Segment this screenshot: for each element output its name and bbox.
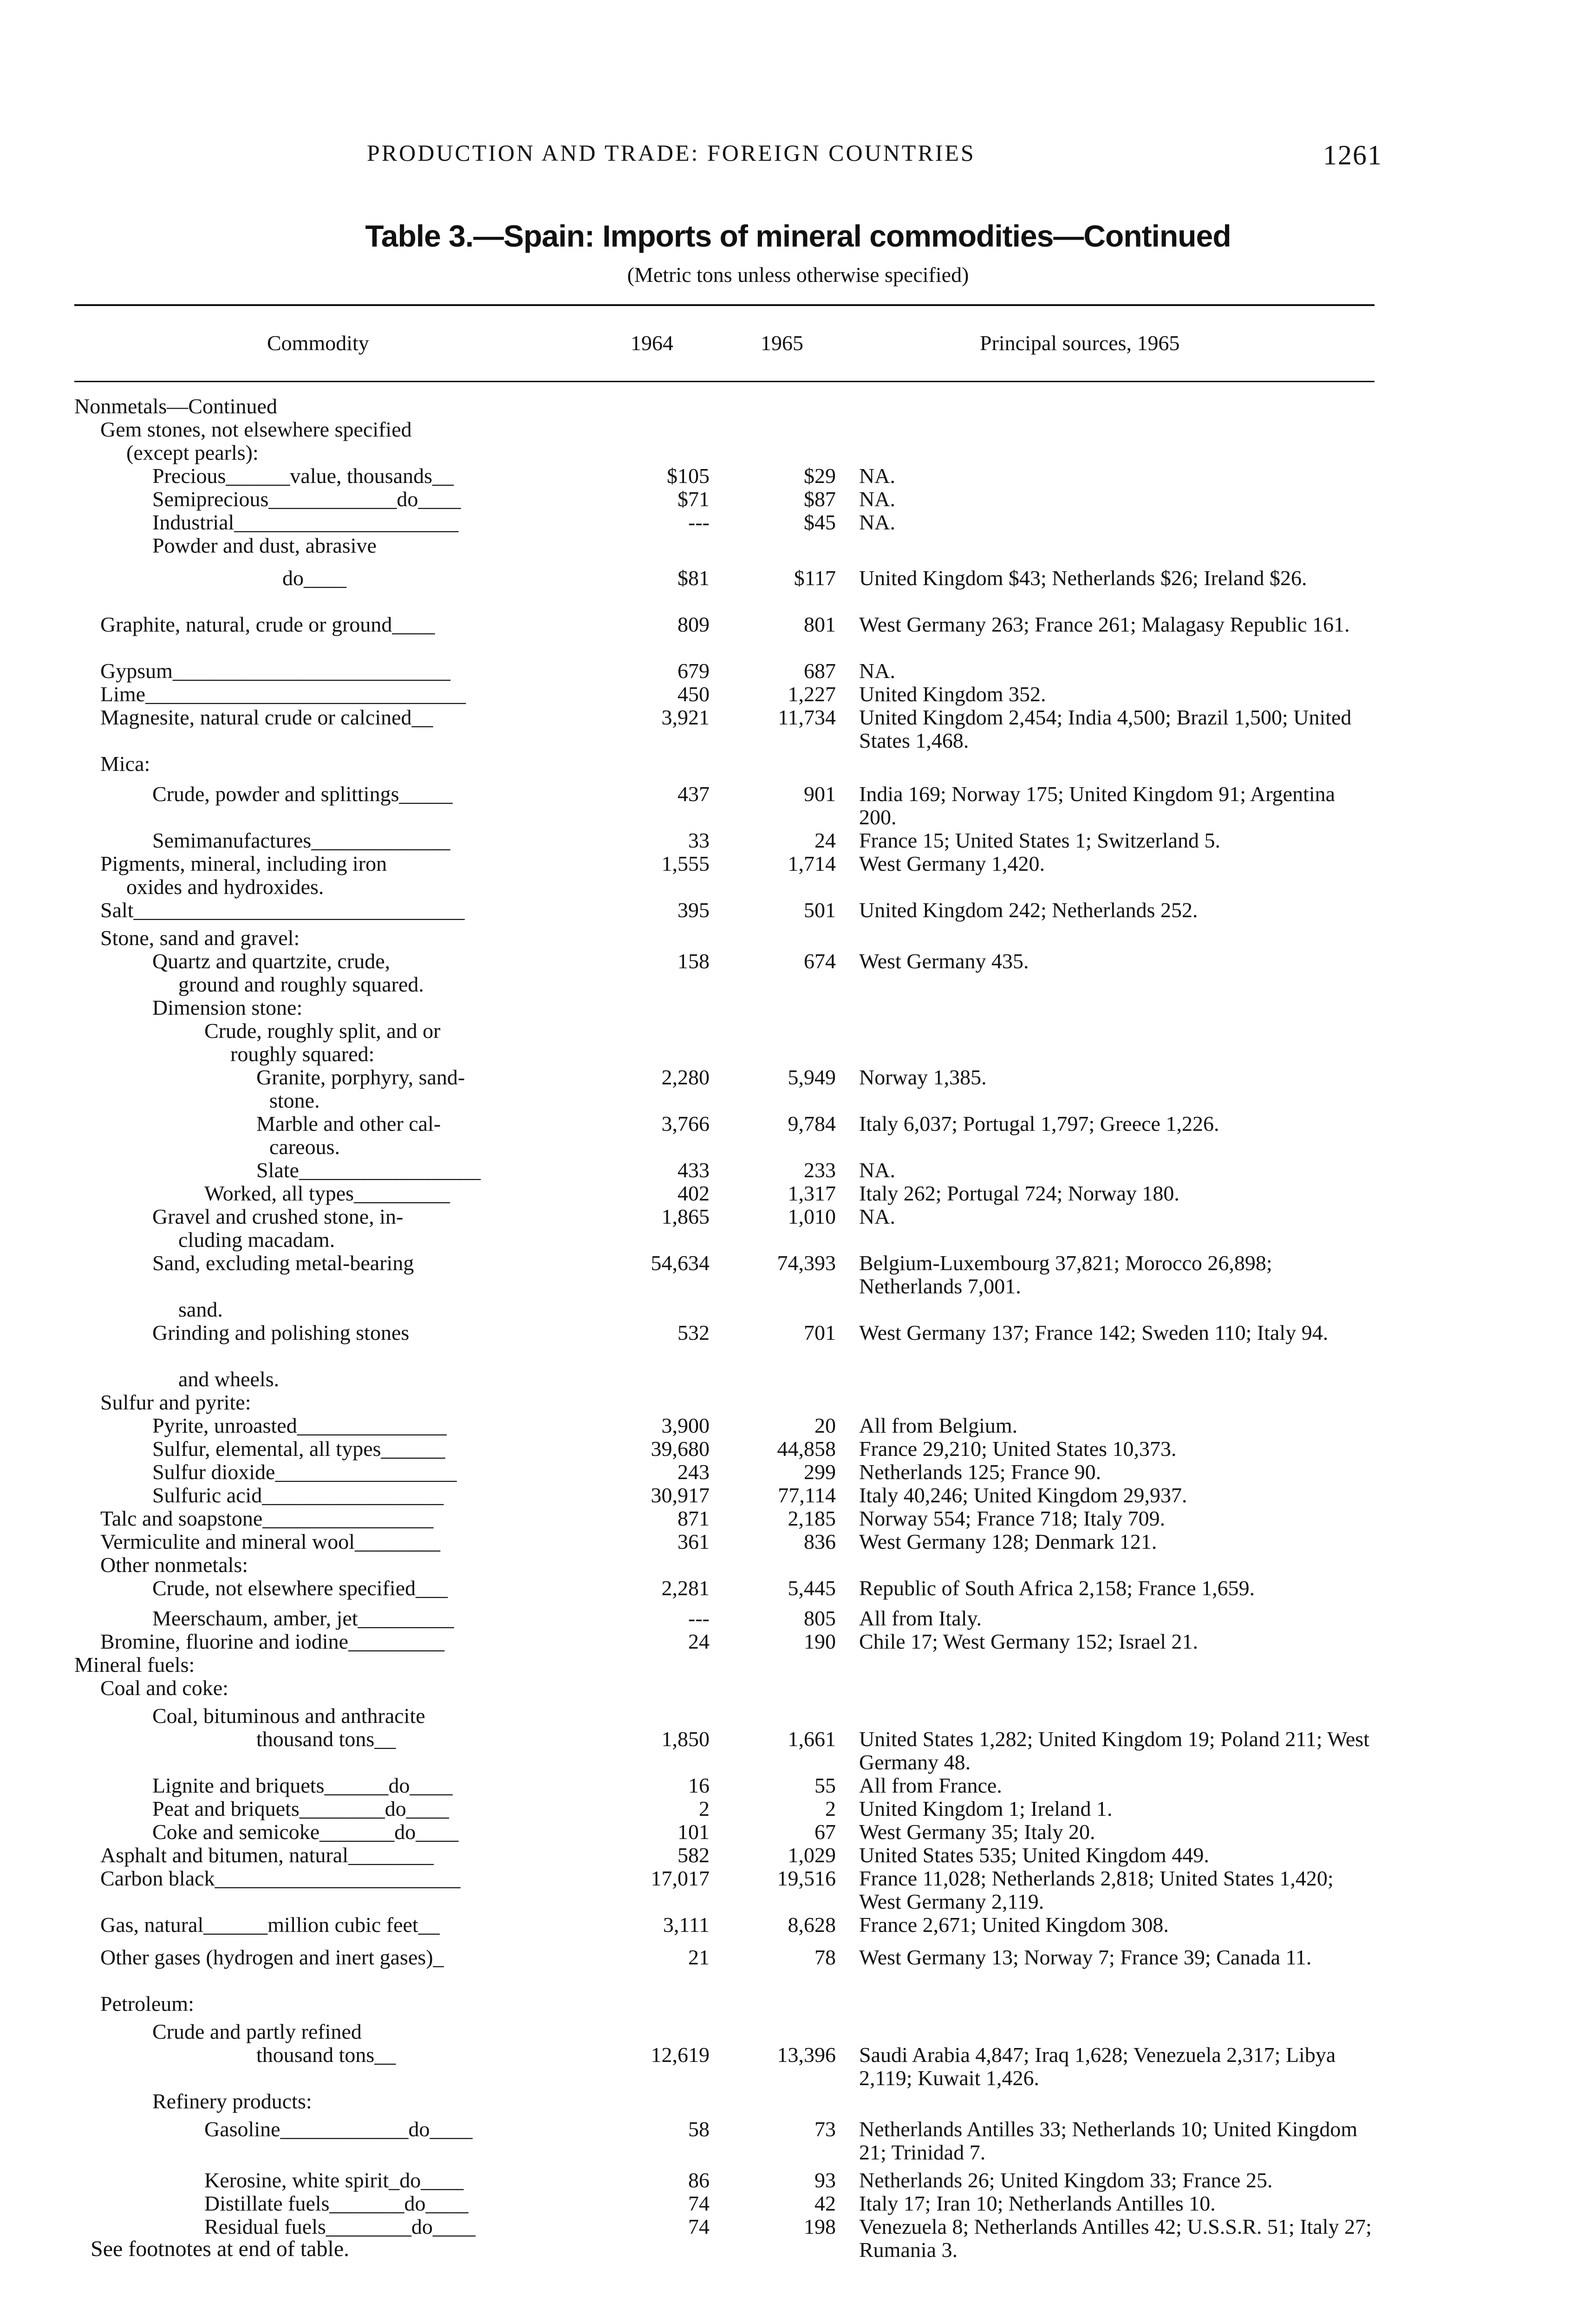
commodity-cell: Gas, natural______million cubic feet__ (100, 1913, 440, 1937)
commodity-cell: Sulfur and pyrite: (100, 1390, 251, 1414)
value-1964-cell: $81 (677, 566, 710, 590)
value-1965-cell: 1,227 (788, 682, 836, 706)
value-1964-cell: 54,634 (651, 1251, 710, 1275)
sources-cell: Netherlands Antilles 33; Netherlands 10; United Kingdom 21; Trinidad 7. (859, 2117, 1358, 2164)
value-1964-cell: $71 (677, 487, 710, 511)
value-1964-cell: 2,280 (661, 1065, 710, 1089)
table-row (0, 706, 1596, 752)
value-1964-cell: 86 (688, 2168, 710, 2192)
value-1964-cell: 582 (677, 1843, 710, 1867)
commodity-cell: Quartz and quartzite, crude, (152, 949, 391, 973)
value-1965-cell: 11,734 (778, 705, 836, 729)
table-row (0, 1159, 1596, 1182)
commodity-cell: oxides and hydroxides. (126, 875, 324, 899)
commodity-cell: Crude, not elsewhere specified___ (152, 1576, 448, 1600)
commodity-cell: Sand, excluding metal-bearing (152, 1251, 414, 1275)
commodity-cell: stone. (269, 1089, 320, 1112)
value-1964-cell: 2,281 (661, 1576, 710, 1600)
sources-cell: United Kingdom 352. (859, 682, 1046, 706)
table-title: Table 3.—Spain: Imports of mineral commodities—Continued (365, 219, 1231, 253)
table-row (0, 1205, 1596, 1228)
commodity-cell: Gypsum__________________________ (100, 659, 450, 683)
table-row (0, 1774, 1596, 1797)
sources-cell: Italy 262; Portugal 724; Norway 180. (859, 1181, 1179, 1205)
commodity-cell: Talc and soapstone________________ (100, 1507, 434, 1530)
sources-cell: West Germany 1,420. (859, 852, 1045, 875)
commodity-cell: and wheels. (178, 1367, 280, 1391)
table-row (0, 1946, 1596, 1992)
value-1965-cell: $117 (794, 566, 836, 590)
commodity-cell: Worked, all types_________ (204, 1181, 450, 1205)
value-1964-cell: 433 (677, 1158, 710, 1182)
sources-cell: Italy 6,037; Portugal 1,797; Greece 1,226. (859, 1112, 1219, 1135)
table-row (0, 950, 1596, 973)
commodity-cell: Distillate fuels_______do____ (204, 2192, 469, 2215)
value-1965-cell: 801 (804, 613, 836, 636)
table-row (0, 2118, 1596, 2169)
sources-cell: United Kingdom 242; Netherlands 252. (859, 898, 1198, 922)
value-1964-cell: --- (688, 510, 710, 534)
sources-cell: West Germany 435. (859, 949, 1029, 973)
sources-cell: Italy 40,246; United Kingdom 29,937. (859, 1483, 1187, 1507)
value-1965-cell: 13,396 (777, 2043, 836, 2067)
table-row (0, 1797, 1596, 1820)
table-row (0, 613, 1596, 659)
value-1964-cell: 871 (677, 1507, 710, 1530)
commodity-cell: Other nonmetals: (100, 1553, 248, 1577)
table-row (0, 899, 1596, 926)
value-1965-cell: 701 (804, 1321, 836, 1344)
value-1965-cell: 5,445 (788, 1576, 836, 1600)
table-row (0, 973, 1596, 996)
value-1964-cell: 39,680 (651, 1437, 710, 1461)
value-1965-cell: 674 (804, 949, 836, 973)
page-number: 1261 (1323, 140, 1382, 170)
value-1964-cell: 1,555 (661, 852, 710, 875)
table-subtitle: (Metric tons unless otherwise specified) (627, 263, 969, 287)
commodity-cell: Bromine, fluorine and iodine_________ (100, 1630, 444, 1653)
table-row (0, 683, 1596, 706)
value-1964-cell: 33 (688, 828, 710, 852)
commodity-cell: Dimension stone: (152, 996, 303, 1019)
table-row (0, 926, 1596, 950)
value-1964-cell: 74 (688, 2215, 710, 2238)
table-row (0, 1867, 1596, 1913)
sources-cell: NA. (859, 659, 895, 683)
value-1964-cell: 58 (688, 2117, 710, 2141)
value-1965-cell: 901 (804, 782, 836, 806)
sources-cell: All from Italy. (859, 1606, 982, 1630)
table-row (0, 1530, 1596, 1553)
value-1965-cell: 233 (804, 1158, 836, 1182)
value-1965-cell: 77,114 (778, 1483, 836, 1507)
value-1964-cell: 437 (677, 782, 710, 806)
table-row (0, 1913, 1596, 1946)
value-1965-cell: 836 (804, 1530, 836, 1553)
value-1965-cell: 1,029 (788, 1843, 836, 1867)
commodity-cell: Vermiculite and mineral wool________ (100, 1530, 441, 1553)
commodity-cell: Carbon black_______________________ (100, 1866, 461, 1890)
commodity-cell: Gem stones, not elsewhere specified (100, 417, 412, 441)
commodity-cell: Mica: (100, 752, 150, 776)
table-row (0, 1577, 1596, 1607)
value-1965-cell: 2,185 (788, 1507, 836, 1530)
commodity-cell: Gravel and crushed stone, in- (152, 1205, 404, 1228)
value-1965-cell: 687 (804, 659, 836, 683)
table-row (0, 1298, 1596, 1321)
table-row (0, 1252, 1596, 1298)
value-1964-cell: 3,766 (661, 1112, 710, 1135)
commodity-cell: Kerosine, white spirit_do____ (204, 2168, 464, 2192)
sources-cell: NA. (859, 487, 895, 511)
sources-cell: Netherlands 125; France 90. (859, 1460, 1101, 1484)
table-row (0, 1844, 1596, 1867)
sources-cell: All from France. (859, 1774, 1002, 1797)
column-header-sources: Principal sources, 1965 (980, 331, 1180, 355)
sources-cell: West Germany 128; Denmark 121. (859, 1530, 1157, 1553)
table-row (0, 1368, 1596, 1391)
sources-cell: United Kingdom 2,454; India 4,500; Brazil 1,500; United States 1,468. (859, 705, 1352, 752)
table-row (0, 567, 1596, 613)
value-1965-cell: 2 (825, 1797, 836, 1820)
commodity-cell: Sulfur dioxide_________________ (152, 1460, 457, 1484)
table-row (0, 1704, 1596, 1728)
value-1964-cell: 16 (688, 1774, 710, 1797)
table-row (0, 1135, 1596, 1159)
sources-cell: Belgium-Luxembourg 37,821; Morocco 26,898; Netherlands 7,001. (859, 1251, 1272, 1298)
sources-cell: Norway 1,385. (859, 1065, 987, 1089)
value-1965-cell: 74,393 (777, 1251, 836, 1275)
table-row (0, 1391, 1596, 1414)
sources-cell: West Germany 35; Italy 20. (859, 1820, 1095, 1844)
table-row (0, 1728, 1596, 1774)
sources-cell: NA. (859, 464, 895, 488)
sources-cell: Netherlands 26; United Kingdom 33; France 25. (859, 2168, 1273, 2192)
commodity-cell: Magnesite, natural crude or calcined__ (100, 705, 433, 729)
table-row (0, 2043, 1596, 2090)
value-1964-cell: 1,865 (661, 1205, 710, 1228)
table-row (0, 2090, 1596, 2118)
value-1965-cell: 93 (814, 2168, 836, 2192)
table-row (0, 783, 1596, 829)
table-row (0, 1630, 1596, 1653)
value-1965-cell: 67 (814, 1820, 836, 1844)
commodity-cell: Marble and other cal- (256, 1112, 441, 1135)
value-1965-cell: 805 (804, 1606, 836, 1630)
sources-cell: United Kingdom 1; Ireland 1. (859, 1797, 1113, 1820)
table-row (0, 1066, 1596, 1089)
commodity-cell: Coal and coke: (100, 1676, 228, 1700)
table-row (0, 1676, 1596, 1704)
commodity-cell: Peat and briquets________do____ (152, 1797, 449, 1820)
value-1965-cell: 1,714 (788, 852, 836, 875)
table-row (0, 1507, 1596, 1530)
sources-cell: Chile 17; West Germany 152; Israel 21. (859, 1630, 1199, 1653)
value-1964-cell: 1,850 (661, 1727, 710, 1751)
table-row (0, 2192, 1596, 2215)
commodity-cell: Coal, bituminous and anthracite (152, 1704, 425, 1728)
table-row (0, 488, 1596, 511)
commodity-cell: Powder and dust, abrasive (152, 534, 377, 557)
commodity-cell: Petroleum: (100, 1992, 194, 2015)
value-1965-cell: 9,784 (788, 1112, 836, 1135)
value-1964-cell: $105 (667, 464, 710, 488)
value-1965-cell: 190 (804, 1630, 836, 1653)
commodity-cell: Mineral fuels: (74, 1653, 195, 1676)
value-1965-cell: $45 (804, 510, 836, 534)
sources-cell: Norway 554; France 718; Italy 709. (859, 1507, 1166, 1530)
value-1965-cell: 24 (814, 828, 836, 852)
table-row (0, 996, 1596, 1019)
commodity-cell: Precious______value, thousands__ (152, 464, 454, 488)
commodity-cell: Gasoline____________do____ (204, 2117, 473, 2141)
value-1964-cell: 3,900 (661, 1414, 710, 1437)
value-1965-cell: 5,949 (788, 1065, 836, 1089)
value-1965-cell: 198 (804, 2215, 836, 2238)
table-row (0, 829, 1596, 852)
table-row (0, 875, 1596, 899)
table-top-rule (74, 304, 1375, 306)
value-1964-cell: 3,921 (661, 705, 710, 729)
table-row (0, 464, 1596, 488)
value-1964-cell: 361 (677, 1530, 710, 1553)
commodity-cell: Sulfuric acid_________________ (152, 1483, 444, 1507)
value-1965-cell: 19,516 (777, 1866, 836, 1890)
commodity-cell: Graphite, natural, crude or ground____ (100, 613, 435, 636)
sources-cell: United States 1,282; United Kingdom 19; Poland 211; West Germany 48. (859, 1727, 1369, 1774)
value-1965-cell: 78 (814, 1945, 836, 1969)
running-header (0, 139, 1596, 172)
value-1965-cell: 73 (814, 2117, 836, 2141)
value-1964-cell: --- (688, 1606, 710, 1630)
table-row (0, 1553, 1596, 1577)
commodity-cell: Granite, porphyry, sand- (256, 1065, 465, 1089)
value-1964-cell: 402 (677, 1181, 710, 1205)
commodity-cell: thousand tons__ (256, 2043, 396, 2067)
table-row (0, 395, 1596, 418)
table-row (0, 1607, 1596, 1630)
commodity-cell: Lime______________________________ (100, 682, 466, 706)
value-1965-cell: $29 (804, 464, 836, 488)
table-row (0, 534, 1596, 567)
footnote: See footnotes at end of table. (91, 2237, 350, 2261)
table-row (0, 1228, 1596, 1252)
table-row (0, 1653, 1596, 1676)
table-row (0, 441, 1596, 464)
commodity-cell: Nonmetals—Continued (74, 394, 277, 418)
table-row (0, 1019, 1596, 1043)
table-row (0, 659, 1596, 683)
table-row (0, 1461, 1596, 1484)
value-1964-cell: 21 (688, 1945, 710, 1969)
value-1964-cell: 809 (677, 613, 710, 636)
commodity-cell: (except pearls): (126, 441, 259, 464)
value-1965-cell: 501 (804, 898, 836, 922)
commodity-cell: cluding macadam. (178, 1228, 335, 1252)
value-1964-cell: 17,017 (651, 1866, 710, 1890)
sources-cell: France 11,028; Netherlands 2,818; United States 1,420; West Germany 2,119. (859, 1866, 1334, 1913)
value-1965-cell: 1,661 (788, 1727, 836, 1751)
table-row (0, 1321, 1596, 1368)
table-body (0, 395, 1596, 2262)
sources-cell: United Kingdom $43; Netherlands $26; Ireland $26. (859, 566, 1307, 590)
table-row (0, 1437, 1596, 1461)
value-1965-cell: 1,317 (788, 1181, 836, 1205)
value-1964-cell: 532 (677, 1321, 710, 1344)
value-1964-cell: 74 (688, 2192, 710, 2215)
column-header-commodity: Commodity (267, 331, 369, 355)
sources-cell: Republic of South Africa 2,158; France 1,659. (859, 1576, 1255, 1600)
sources-cell: Venezuela 8; Netherlands Antilles 42; U.S.S.R. 51; Italy 27; Rumania 3. (859, 2215, 1372, 2262)
table-row (0, 1820, 1596, 1844)
commodity-cell: Lignite and briquets______do____ (152, 1774, 453, 1797)
value-1965-cell: $87 (804, 487, 836, 511)
table-row (0, 2020, 1596, 2043)
commodity-cell: Semimanufactures_____________ (152, 828, 450, 852)
commodity-cell: Refinery products: (152, 2089, 312, 2113)
value-1965-cell: 42 (814, 2192, 836, 2215)
commodity-cell: Sulfur, elemental, all types______ (152, 1437, 445, 1461)
table-row (0, 2169, 1596, 2192)
commodity-cell: Other gases (hydrogen and inert gases)_ (100, 1945, 444, 1969)
column-header-1964: 1964 (631, 331, 673, 355)
sources-cell: West Germany 263; France 261; Malagasy Republic 161. (859, 613, 1350, 636)
value-1964-cell: 679 (677, 659, 710, 683)
commodity-cell: Pyrite, unroasted______________ (152, 1414, 447, 1437)
commodity-cell: Asphalt and bitumen, natural________ (100, 1843, 434, 1867)
table-header-rule (74, 381, 1375, 382)
table-row (0, 1414, 1596, 1437)
commodity-cell: ground and roughly squared. (178, 972, 424, 996)
value-1964-cell: 2 (699, 1797, 710, 1820)
table-row (0, 1043, 1596, 1066)
value-1965-cell: 20 (814, 1414, 836, 1437)
table-row (0, 1182, 1596, 1205)
table-row (0, 511, 1596, 534)
value-1964-cell: 450 (677, 682, 710, 706)
value-1964-cell: 3,111 (663, 1913, 710, 1937)
commodity-cell: Coke and semicoke_______do____ (152, 1820, 459, 1844)
sources-cell: Italy 17; Iran 10; Netherlands Antilles 10. (859, 2192, 1216, 2215)
commodity-cell: sand. (178, 1298, 223, 1321)
sources-cell: West Germany 13; Norway 7; France 39; Canada 11. (859, 1945, 1312, 1969)
table-row (0, 1484, 1596, 1507)
sources-cell: NA. (859, 510, 895, 534)
sources-cell: France 15; United States 1; Switzerland 5. (859, 828, 1221, 852)
commodity-cell: careous. (269, 1135, 340, 1159)
table-row (0, 1992, 1596, 2020)
value-1964-cell: 12,619 (651, 2043, 710, 2067)
sources-cell: India 169; Norway 175; United Kingdom 91; Argentina 200. (859, 782, 1335, 829)
value-1965-cell: 8,628 (788, 1913, 836, 1937)
table-row (0, 1089, 1596, 1112)
value-1964-cell: 24 (688, 1630, 710, 1653)
column-header-1965: 1965 (761, 331, 803, 355)
value-1965-cell: 44,858 (777, 1437, 836, 1461)
sources-cell: France 2,671; United Kingdom 308. (859, 1913, 1169, 1937)
table-row (0, 1112, 1596, 1135)
commodity-cell: Crude and partly refined (152, 2020, 362, 2043)
commodity-cell: Residual fuels________do____ (204, 2215, 476, 2238)
commodity-cell: Stone, sand and gravel: (100, 926, 300, 950)
commodity-cell: thousand tons__ (256, 1727, 396, 1751)
commodity-cell: Salt_______________________________ (100, 898, 465, 922)
commodity-cell: Crude, powder and splittings_____ (152, 782, 453, 806)
value-1964-cell: 243 (677, 1460, 710, 1484)
value-1964-cell: 101 (677, 1820, 710, 1844)
sources-cell: NA. (859, 1158, 895, 1182)
commodity-cell: Slate_________________ (256, 1158, 481, 1182)
commodity-cell: Semiprecious____________do____ (152, 487, 461, 511)
sources-cell: All from Belgium. (859, 1414, 1018, 1437)
sources-cell: United States 535; United Kingdom 449. (859, 1843, 1209, 1867)
sources-cell: Saudi Arabia 4,847; Iraq 1,628; Venezuela 2,317; Libya 2,119; Kuwait 1,426. (859, 2043, 1336, 2090)
value-1965-cell: 55 (814, 1774, 836, 1797)
running-title: PRODUCTION AND TRADE: FOREIGN COUNTRIES (367, 140, 976, 166)
commodity-cell: Meerschaum, amber, jet_________ (152, 1606, 454, 1630)
value-1964-cell: 158 (677, 949, 710, 973)
commodity-cell: roughly squared: (230, 1042, 375, 1066)
commodity-cell: Grinding and polishing stones (152, 1321, 410, 1344)
commodity-cell: do____ (282, 566, 346, 590)
table-row (0, 418, 1596, 441)
value-1964-cell: 30,917 (651, 1483, 710, 1507)
commodity-cell: Industrial_____________________ (152, 510, 459, 534)
sources-cell: West Germany 137; France 142; Sweden 110; Italy 94. (859, 1321, 1329, 1344)
table-row (0, 752, 1596, 783)
sources-cell: NA. (859, 1205, 895, 1228)
value-1964-cell: 395 (677, 898, 710, 922)
commodity-cell: Pigments, mineral, including iron (100, 852, 387, 875)
table-row (0, 852, 1596, 875)
value-1965-cell: 299 (804, 1460, 836, 1484)
sources-cell: France 29,210; United States 10,373. (859, 1437, 1177, 1461)
commodity-cell: Crude, roughly split, and or (204, 1019, 441, 1043)
value-1965-cell: 1,010 (788, 1205, 836, 1228)
